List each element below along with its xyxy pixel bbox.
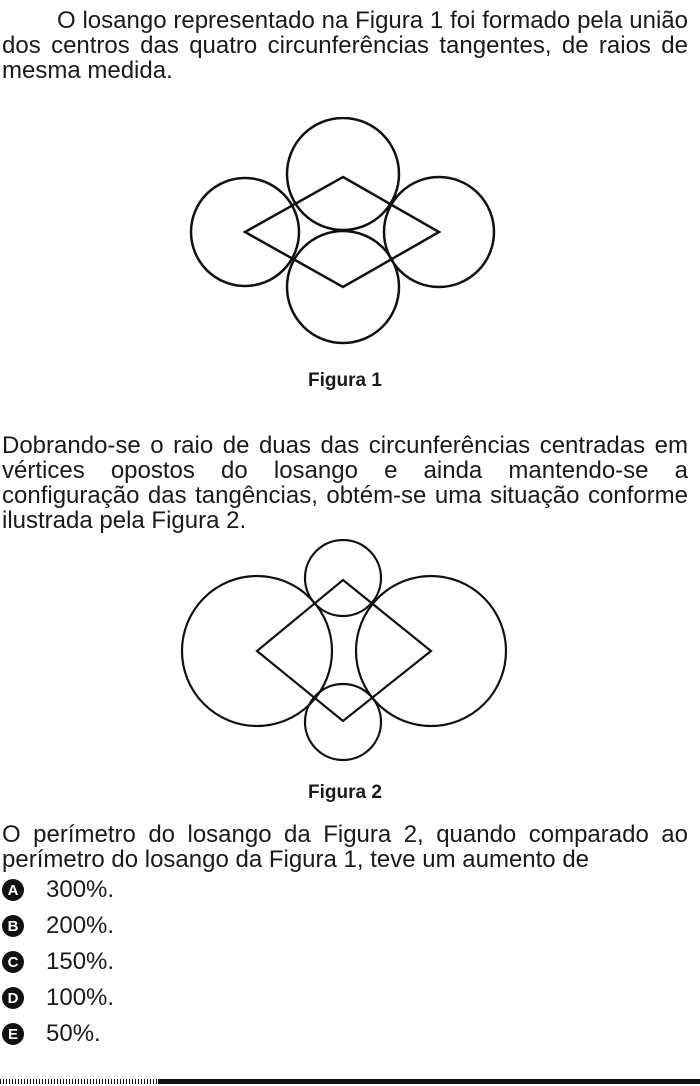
question-prompt: O perímetro do losango da Figura 2, quando comparado ao perímetro do losango da Figura 1, teve um aumento de (2, 821, 688, 873)
option-d-text: 100%. (46, 984, 115, 1011)
fig1-circle-top (287, 118, 399, 230)
figure-2-diagram (178, 539, 513, 764)
figure-1-diagram (185, 117, 505, 367)
option-c[interactable] (2, 944, 114, 980)
option-d-letter-icon: D (2, 987, 24, 1009)
option-d[interactable] (2, 980, 114, 1016)
option-b-text: 200%. (46, 912, 115, 939)
option-e-letter-icon: E (2, 1023, 24, 1045)
answer-options (2, 872, 114, 1052)
option-e[interactable] (2, 1016, 114, 1052)
option-c-letter-icon: C (2, 951, 24, 973)
footer-hatch-segment (0, 1079, 158, 1084)
footer-divider (0, 1079, 700, 1084)
figure-1-caption: Figura 1 (308, 370, 382, 391)
question-intro: O losango representado na Figura 1 foi formado pela união dos centros das quatro circunferências tangentes, de raios de mesma medida. (2, 7, 688, 84)
fig2-rhombus (257, 580, 431, 721)
option-a-letter-icon: A (2, 879, 24, 901)
option-c-text: 150%. (46, 948, 115, 975)
option-a-text: 300%. (46, 876, 115, 903)
question-middle: Dobrando-se o raio de duas das circunferências centradas em vértices opostos do losango e ainda mantendo-se a configuração das tangências, obtém-se uma situação conforme ilustrada pela Figura 2. (2, 432, 688, 534)
option-b-letter-icon: B (2, 915, 24, 937)
option-b[interactable] (2, 908, 114, 944)
option-e-text: 50%. (46, 1020, 101, 1047)
footer-solid-segment (158, 1079, 700, 1084)
option-a[interactable] (2, 872, 114, 908)
figure-2-caption: Figura 2 (308, 782, 382, 803)
